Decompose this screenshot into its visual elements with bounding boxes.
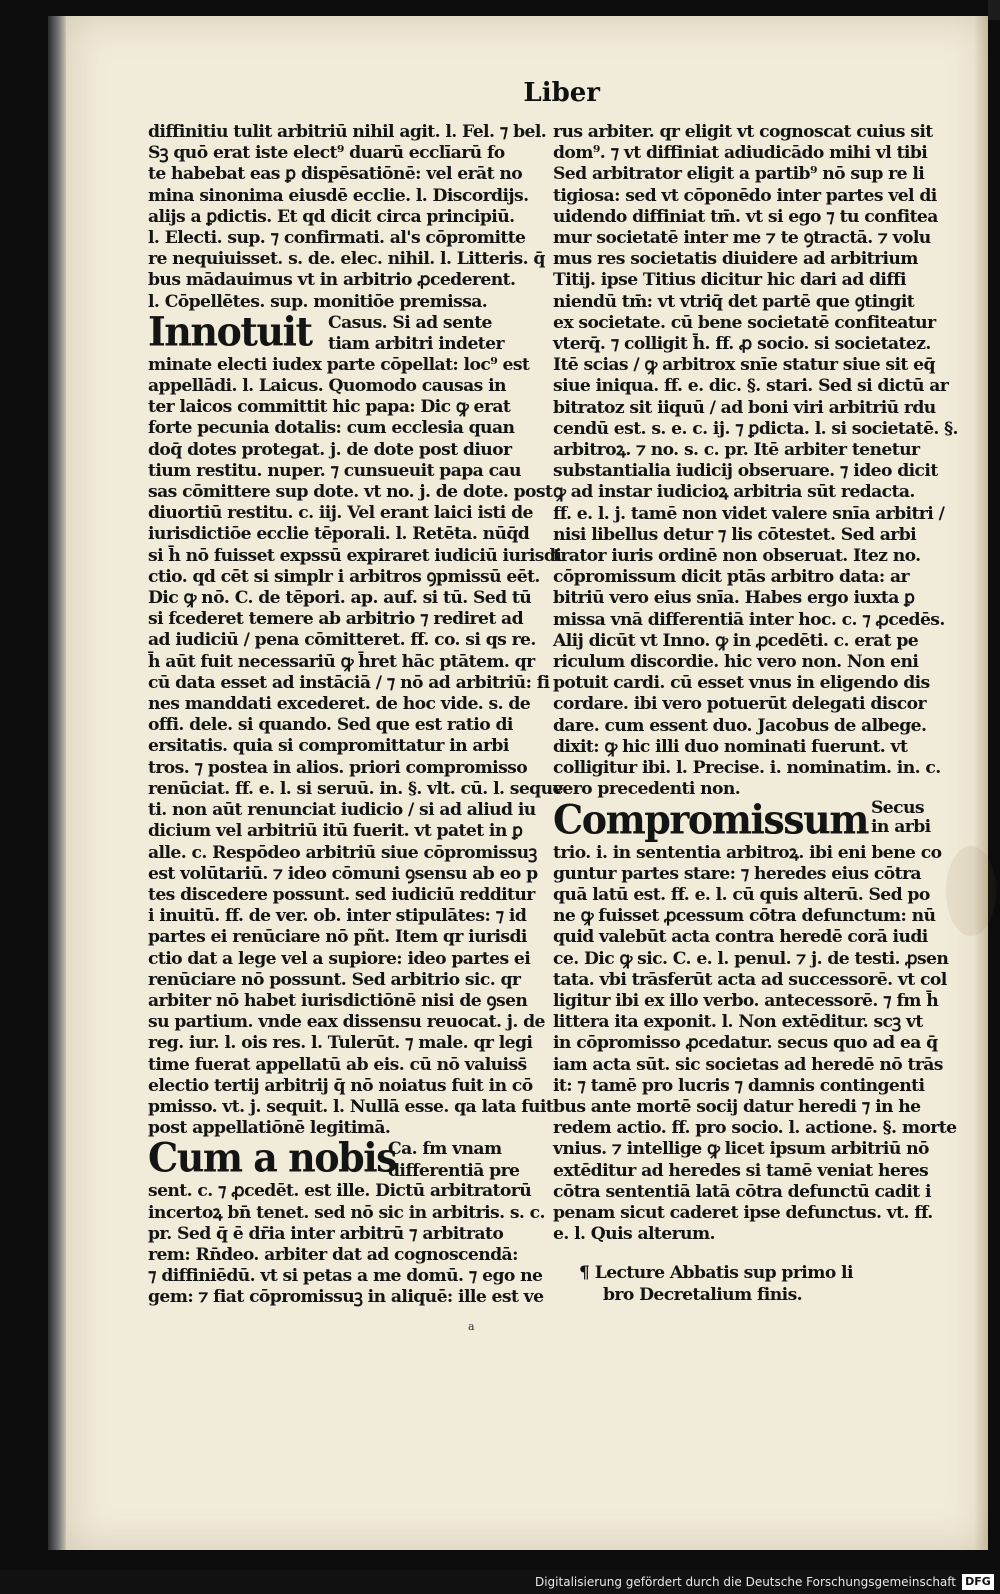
text-line: tros. ⁊ postea in alios. priori compromisso [148, 757, 528, 778]
text-line: Itē scias / ꝙ arbitrox snīe statur siue sit eq̄ [553, 355, 935, 376]
text-line: uidendo diffiniat tm̄. vt si ego ⁊ tu confitea [553, 206, 938, 227]
text-line: mina sinonima eiusdē ecclie. l. Discordijs. [148, 185, 529, 206]
text-line: time fuerat appellatū ab eis. cū nō valuiss̄ [148, 1054, 527, 1075]
text-line: quā latū est. ff. e. l. cū quis alterū. Sed po [553, 884, 930, 905]
text-line: colligitur ibi. l. Precise. i. nominatim. in. c. [553, 758, 941, 779]
text-line: redem actio. ff. pro socio. l. actione. §. morte [553, 1118, 957, 1139]
page-mark: a [468, 1320, 475, 1333]
text-line: tes discedere possunt. sed iudiciū redditur [148, 884, 535, 905]
text-line: sent. c. ⁊ ꝓcedēt. est ille. Dictū arbitratorū [148, 1181, 532, 1202]
text-line: doq̄ dotes protegat. j. de dote post diuor [148, 439, 512, 460]
text-line: post appellatiōnē legitimā. [148, 1118, 391, 1139]
text-line: Sꝫ quō erat iste elect⁹ duarū ecclīarū fo [148, 143, 505, 164]
text-line: bitratoz sit iiquū / ad boni viri arbitriū rdu [553, 397, 936, 418]
text-line: riculum discordie. hic vero non. Non eni [553, 652, 919, 673]
text-line: cōpromissum dicit ptās arbitro data: ar [553, 567, 909, 588]
text-line: Dic ꝙ nō. C. de tēpori. ap. auf. si tū. Sed tū [148, 588, 532, 609]
section-cum-a-nobis [148, 1134, 545, 1308]
text-line: dare. cum essent duo. Jacobus de albege. [553, 715, 927, 736]
right-lines-a [553, 122, 965, 801]
text-line: ce. Dic ꝙ sic. C. e. l. penul. ⁊ j. de testi. ꝓsen [553, 948, 949, 969]
text-line: bitriū vero eius snīa. Habes ergo iuxta ꝑ [553, 588, 915, 609]
text-line: gem: ⁊ fiat cōpromissuꝫ in aliquē: ille est ve [148, 1287, 544, 1308]
text-line: minate electi iudex parte cōpellat: loc⁹ est [148, 354, 530, 375]
text-line: quid valebūt acta contra heredē corā iudi [553, 927, 928, 948]
text-line: Sed arbitrator eligit a partib⁹ nō sup re li [553, 164, 925, 185]
text-line: e. l. Quis alterum. [553, 1224, 715, 1245]
book-gutter [48, 16, 66, 1550]
text-line: Secus [871, 797, 924, 818]
footer-credit: Digitalisierung gefördert durch die Deutsche Forschungsgemeinschaft [534, 1575, 956, 1589]
text-line: bro Decretalium finis. [603, 1284, 803, 1305]
text-line: ter laicos committit hic papa: Dic ꝙ erat [148, 397, 511, 418]
text-line: dicium vel arbitriū itū fuerit. vt patet in ꝑ [148, 821, 523, 842]
text-line: Alij dicūt vt Inno. ꝙ in ꝓcedēti. c. erat pe [553, 630, 919, 651]
text-line: l. Electi. sup. ⁊ confirmati. al's cōpromitte [148, 228, 526, 249]
text-line: trio. i. in sententia arbitroꝝ. ibi eni bene co [553, 842, 942, 863]
text-line: it: ⁊ tamē pro lucris ⁊ damnis contingenti [553, 1075, 925, 1096]
text-line: rus arbiter. qr eligit vt cognoscat cuius sit [553, 122, 933, 142]
text-line: vnius. ⁊ intellige ꝙ licet ipsum arbitriū nō [553, 1139, 929, 1160]
text-line: nes manddati excederet. de hoc vide. s. de [148, 694, 531, 715]
text-line: bus ante mortē socij datur heredi ⁊ in he [553, 1096, 921, 1117]
dfg-logo: DFG [962, 1574, 994, 1590]
text-line: Titij. ipse Titius dicitur hic dari ad diffi [553, 270, 906, 291]
text-line: incertoꝝ bn̄ tenet. sed nō sic in arbitris. s. c. [148, 1202, 545, 1223]
text-line: vero precedenti non. [553, 779, 741, 800]
text-line: extēditur ad heredes si tamē veniat heres [553, 1160, 929, 1181]
running-head: Liber [523, 78, 600, 108]
section-innotuit [148, 307, 563, 1140]
text-line: tiam arbitri indeter [328, 334, 504, 355]
text-line: penam sicut caderet ipse defunctus. vt. ff. [553, 1202, 933, 1223]
text-line: rem: Rn̄deo. arbiter dat ad cognoscendā: [148, 1244, 518, 1265]
text-line: dom⁹. ⁊ vt diffiniat adiudicādo mihi vl tibi [553, 143, 928, 164]
text-line: ⁊ diffiniēdū. vt si petas a me domū. ⁊ ego ne [148, 1266, 543, 1287]
text-line: iurisdictiōe ecclie tēporali. l. Retēta. nūq̄d [148, 524, 530, 545]
text-line: ꝙ ad instar iudicioꝝ arbitria sūt redacta. [553, 482, 915, 503]
footer-bar [0, 1570, 1000, 1594]
text-line: ctio. qd cēt si simplr i arbitros ꝯpmissū eēt. [148, 566, 540, 587]
text-line: diffinitiu tulit arbitriū nihil agit. l. Fel. ⁊ bel. [148, 122, 547, 142]
text-line: pr. Sed q̄ ē dr̄ia inter arbitrū ⁊ arbitrato [148, 1223, 504, 1244]
text-line: potuit cardi. cū esset vnus in eligendo dis [553, 673, 930, 694]
text-line: mus res societatis diuidere ad arbitrium [553, 249, 918, 270]
text-line: missa vnā differentiā inter hoc. c. ⁊ ꝓcedēs. [553, 609, 945, 630]
text-line: renūciat. ff. e. l. si seruū. in. §. vlt. cū. l. seque [148, 778, 563, 799]
text-line: dixit: ꝙ hic illi duo nominati fuerunt. vt [553, 736, 908, 757]
text-line: si fcederet temere ab arbitrio ⁊ rediret ad [148, 609, 524, 630]
text-line: h̄ aūt fuit necessariū ꝙ h̄ret hāc ptātem. qr [148, 651, 535, 672]
section-heading-compromissum: Compromissum [553, 795, 869, 843]
left-column [148, 122, 563, 1309]
text-line: ¶ Lecture Abbatis sup primo li [579, 1263, 853, 1284]
text-line: siue iniqua. ff. e. dic. §. stari. Sed si dictū ar [553, 376, 949, 397]
text-line: diuortiū restitu. c. iij. Vel erant laici isti de [148, 503, 533, 524]
text-line: partes ei renūciare nō pñt. Item qr iurisdi [148, 927, 527, 948]
text-line: appellādi. l. Laicus. Quomodo causas in [148, 376, 506, 397]
text-line: est volūtariū. ⁊ ideo cōmuni ꝯsensu ab eo p [148, 863, 538, 884]
text-line: cū data esset ad instāciā / ⁊ nō ad arbitriū: fi [148, 672, 550, 693]
text-line: ad iudiciū / pena cōmitteret. ff. co. si qs re. [148, 630, 536, 651]
text-line: te habebat eas ꝑ dispēsatiōnē: vel erāt no [148, 164, 523, 185]
scan-edge [988, 0, 1000, 20]
text-line: offi. dele. si quando. Sed que est ratio di [148, 715, 513, 736]
text-line: tium restitu. nuper. ⁊ cunsueuit papa cau [148, 460, 521, 481]
text-line: in cōpromisso ꝓcedatur. secus quo ad ea q̄ [553, 1033, 938, 1054]
text-line: renūciare nō possunt. Sed arbitrio sic. qr [148, 969, 521, 990]
left-lines-a [148, 122, 547, 313]
text-line: i inuitū. ff. de ver. ob. inter stipulātes: ⁊ id [148, 906, 527, 927]
text-line: Casus. Si ad sente [328, 312, 492, 333]
right-column [553, 122, 965, 1306]
text-line: pmisso. vt. j. sequit. l. Nullā esse. qa lata fuit [148, 1096, 554, 1117]
text-line: guntur partes stare: ⁊ heredes eius cōtra [553, 863, 921, 884]
text-line: Ca. fm vnam [388, 1139, 502, 1160]
text-line: forte pecunia dotalis: cum ecclesia quan [148, 418, 515, 439]
text-line: substantialia iudicij obseruare. ⁊ ideo dicit [553, 461, 938, 482]
text-line: ersitatis. quia si compromittatur in arbi [148, 736, 509, 757]
text-line: ligitur ibi ex illo verbo. antecessorē. ⁊ fm h̄ [553, 990, 939, 1011]
text-line: trator iuris ordinē non obseruat. Itez no. [553, 546, 921, 567]
page-fore-edge [974, 16, 988, 1550]
text-line: littera ita exponit. l. Non extēditur. scꝫ vt [553, 1012, 923, 1033]
text-line: ctio dat a lege vel a supiore: ideo partes ei [148, 948, 531, 969]
text-line: su partium. vnde eax dissensu reuocat. j. de [148, 1012, 545, 1033]
text-line: cordare. ibi vero potuerūt delegati discor [553, 694, 926, 715]
text-line: bus mādauimus vt in arbitrio ꝓcederent. [148, 270, 516, 291]
text-line: vterq̄. ⁊ colligit h̄. ff. ꝓ socio. si societatez. [553, 334, 931, 355]
explicit-colophon [579, 1263, 965, 1305]
text-line: re nequiuisset. s. de. elec. nihil. l. Litteris. q̄ [148, 249, 545, 270]
text-line: nisi libellus detur ⁊ lis cōtestet. Sed arbi [553, 524, 917, 545]
section-heading-innotuit: Innotuit [148, 307, 312, 355]
text-line: sas cōmittere sup dote. vt no. j. de dote. post [148, 482, 553, 503]
section-compromissum [553, 795, 965, 1246]
text-line: alijs a ꝑdictis. Et qd dicit circa principiū. [148, 206, 515, 227]
text-line: ff. e. l. j. tamē non videt valere snīa arbitri / [553, 503, 945, 524]
text-line: ti. non aūt renunciat iudicio / si ad aliud iu [148, 800, 536, 821]
text-line: ex societate. cū bene societatē confiteatur [553, 312, 936, 333]
text-line: cendū est. s. e. c. ij. ⁊ ꝑdicta. l. si societatē. §. [553, 418, 958, 439]
text-line: alle. c. Respōdeo arbitriū siue cōpromissuꝫ [148, 842, 537, 863]
section-heading-cum-a-nobis: Cum a nobis [148, 1134, 397, 1182]
text-line: tata. vbi trāsferūt acta ad successorē. vt col [553, 969, 947, 990]
text-line: si h̄ nō fuisset expssū expiraret iudiciū iurisdi [148, 545, 562, 566]
text-line: mur societatē inter me ⁊ te ꝯtractā. ⁊ volu [553, 228, 931, 249]
text-line: cōtra sententiā latā cōtra defunctū cadit i [553, 1181, 931, 1202]
text-line: tigiosa: sed vt cōponēdo inter partes vel di [553, 185, 937, 206]
text-line: arbiter nō habet iurisdictiōnē nisi de ꝯsen [148, 990, 528, 1011]
text-line: iam acta sūt. sic societas ad heredē nō trās [553, 1054, 943, 1075]
text-line: reg. iur. l. ois res. l. Tulerūt. ⁊ male. qr legi [148, 1033, 533, 1054]
text-line: arbitroꝝ. ⁊ no. s. c. pr. Itē arbiter tenetur [553, 440, 920, 461]
text-line: niendū tm̄: vt vtriq̄ det partē que ꝯtingit [553, 291, 915, 312]
text-line: l. Cōpellētes. sup. monitiōe premissa. [148, 291, 488, 312]
text-line: differentiā pre [388, 1160, 520, 1181]
text-line: electio tertij arbitrij q̄ nō noiatus fuit in cō [148, 1075, 533, 1096]
text-line: in arbi [871, 816, 931, 837]
text-line: ne ꝙ fuisset ꝓcessum cōtra defunctum: nū [553, 906, 936, 927]
